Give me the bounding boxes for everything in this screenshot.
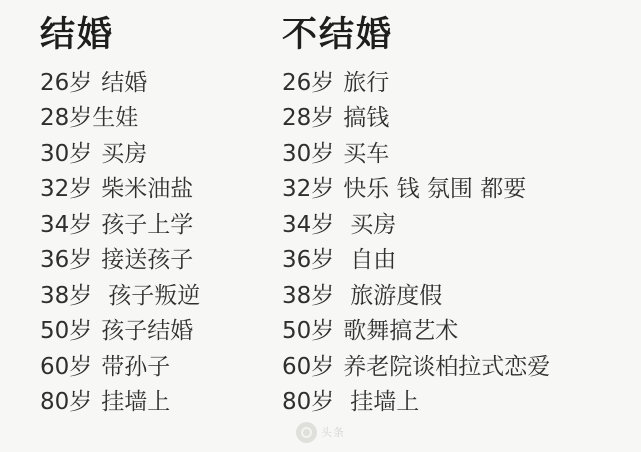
age-label: 80岁 — [40, 389, 93, 416]
event-label: 挂墙上 — [101, 389, 171, 416]
event-label: 买房 — [101, 140, 148, 167]
column-title-unmarried: 不结婚 — [282, 15, 394, 55]
age-label: 28岁 — [282, 105, 335, 132]
column-unmarried — [272, 14, 641, 421]
age-label: 26岁 — [282, 69, 335, 96]
event-label: 孩子结婚 — [101, 318, 194, 345]
age-label: 32岁 — [282, 176, 335, 203]
event-label: 生娃 — [92, 105, 139, 132]
age-label: 36岁 — [40, 247, 93, 274]
event-label: 孩子上学 — [101, 211, 194, 238]
list-item — [40, 350, 272, 386]
age-label: 80岁 — [282, 389, 335, 416]
age-label: 60岁 — [282, 353, 335, 380]
rows-unmarried — [282, 66, 641, 421]
list-item — [40, 208, 272, 244]
rows-married — [40, 66, 272, 421]
age-label: 60岁 — [40, 353, 93, 380]
age-label: 50岁 — [282, 318, 335, 345]
event-label: 买车 — [343, 140, 390, 167]
watermark-text: 头条 — [321, 426, 345, 439]
list-item — [40, 101, 272, 137]
list-item — [282, 350, 641, 386]
event-label: 带孙子 — [101, 353, 171, 380]
list-item — [40, 66, 272, 102]
watermark — [296, 419, 350, 445]
age-label: 38岁 — [282, 282, 335, 309]
list-item — [282, 172, 641, 208]
columns-container — [0, 14, 641, 421]
age-label: 32岁 — [40, 176, 93, 203]
list-item — [282, 243, 641, 279]
event-label: 柴米油盐 — [101, 176, 194, 203]
column-title-married: 结婚 — [40, 15, 115, 55]
list-item — [40, 137, 272, 173]
event-label: 买房 — [350, 211, 397, 238]
watermark-logo-icon — [296, 422, 317, 443]
event-label: 接送孩子 — [101, 247, 194, 274]
column-married — [0, 14, 272, 421]
event-label: 挂墙上 — [350, 389, 420, 416]
list-item — [282, 279, 641, 315]
event-label: 自由 — [350, 247, 397, 274]
event-label: 孩子叛逆 — [108, 282, 201, 309]
list-item — [282, 385, 641, 421]
event-label: 养老院谈柏拉式恋爱 — [343, 353, 551, 380]
age-label: 30岁 — [40, 140, 93, 167]
list-item — [282, 137, 641, 173]
list-item — [40, 243, 272, 279]
list-item — [282, 101, 641, 137]
age-label: 50岁 — [40, 318, 93, 345]
age-label: 38岁 — [40, 282, 93, 309]
event-label: 歌舞搞艺术 — [343, 318, 459, 345]
event-label: 旅游度假 — [350, 282, 443, 309]
list-item — [282, 314, 641, 350]
list-item — [40, 385, 272, 421]
list-item — [282, 208, 641, 244]
age-label: 28岁 — [40, 105, 93, 132]
event-label: 旅行 — [343, 69, 390, 96]
list-item — [40, 279, 272, 315]
event-label: 快乐 钱 氛围 都要 — [343, 176, 527, 203]
age-label: 36岁 — [282, 247, 335, 274]
list-item — [40, 314, 272, 350]
age-label: 30岁 — [282, 140, 335, 167]
list-item — [40, 172, 272, 208]
age-label: 34岁 — [282, 211, 335, 238]
event-label: 结婚 — [101, 69, 148, 96]
event-label: 搞钱 — [343, 105, 390, 132]
age-label: 34岁 — [40, 211, 93, 238]
list-item — [282, 66, 641, 102]
age-label: 26岁 — [40, 69, 93, 96]
